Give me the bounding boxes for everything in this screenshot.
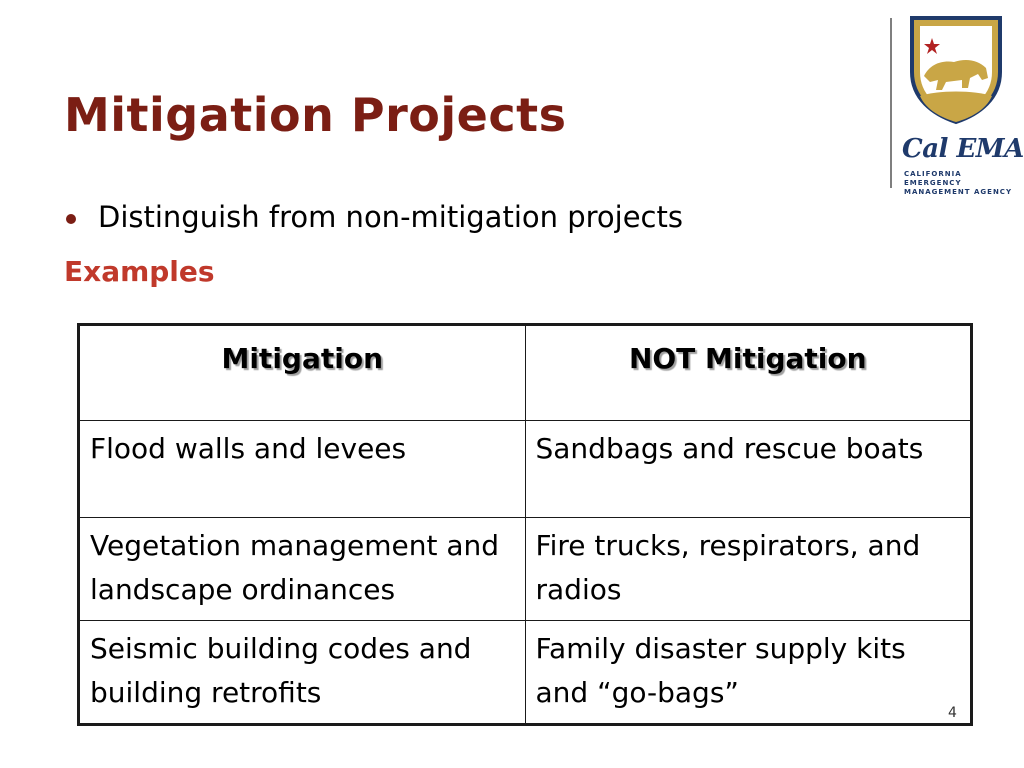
- table-cell: Sandbags and rescue boats: [525, 421, 972, 518]
- header-not-mitigation: NOT Mitigation: [525, 325, 972, 421]
- table-cell: Fire trucks, respirators, and radios: [525, 518, 972, 621]
- page-number: 4: [948, 705, 957, 721]
- table-cell: Seismic building codes and building retrofits: [79, 621, 526, 725]
- bullet-dot-icon: [66, 214, 76, 224]
- table-cell: Flood walls and levees: [79, 421, 526, 518]
- header-mitigation: Mitigation: [79, 325, 526, 421]
- bullet-item: [66, 200, 683, 234]
- table-header-row: [79, 325, 972, 421]
- slide-title: Mitigation Projects: [64, 88, 567, 142]
- table-cell: Family disaster supply kits and “go-bags”: [525, 621, 972, 725]
- logo-name: Cal EMA: [902, 134, 1024, 164]
- cal-ema-logo: [890, 14, 1024, 196]
- table-row: [79, 421, 972, 518]
- examples-heading: Examples: [64, 255, 215, 288]
- bear-shield-icon: [908, 14, 1004, 126]
- bullet-text: Distinguish from non-mitigation projects: [98, 200, 683, 234]
- table-cell: Vegetation management and landscape ordinances: [79, 518, 526, 621]
- table-row: [79, 518, 972, 621]
- mitigation-table: [77, 323, 973, 726]
- logo-divider: [890, 18, 892, 188]
- logo-subtitle: CALIFORNIA EMERGENCY MANAGEMENT AGENCY: [904, 170, 1013, 196]
- table-row: [79, 621, 972, 725]
